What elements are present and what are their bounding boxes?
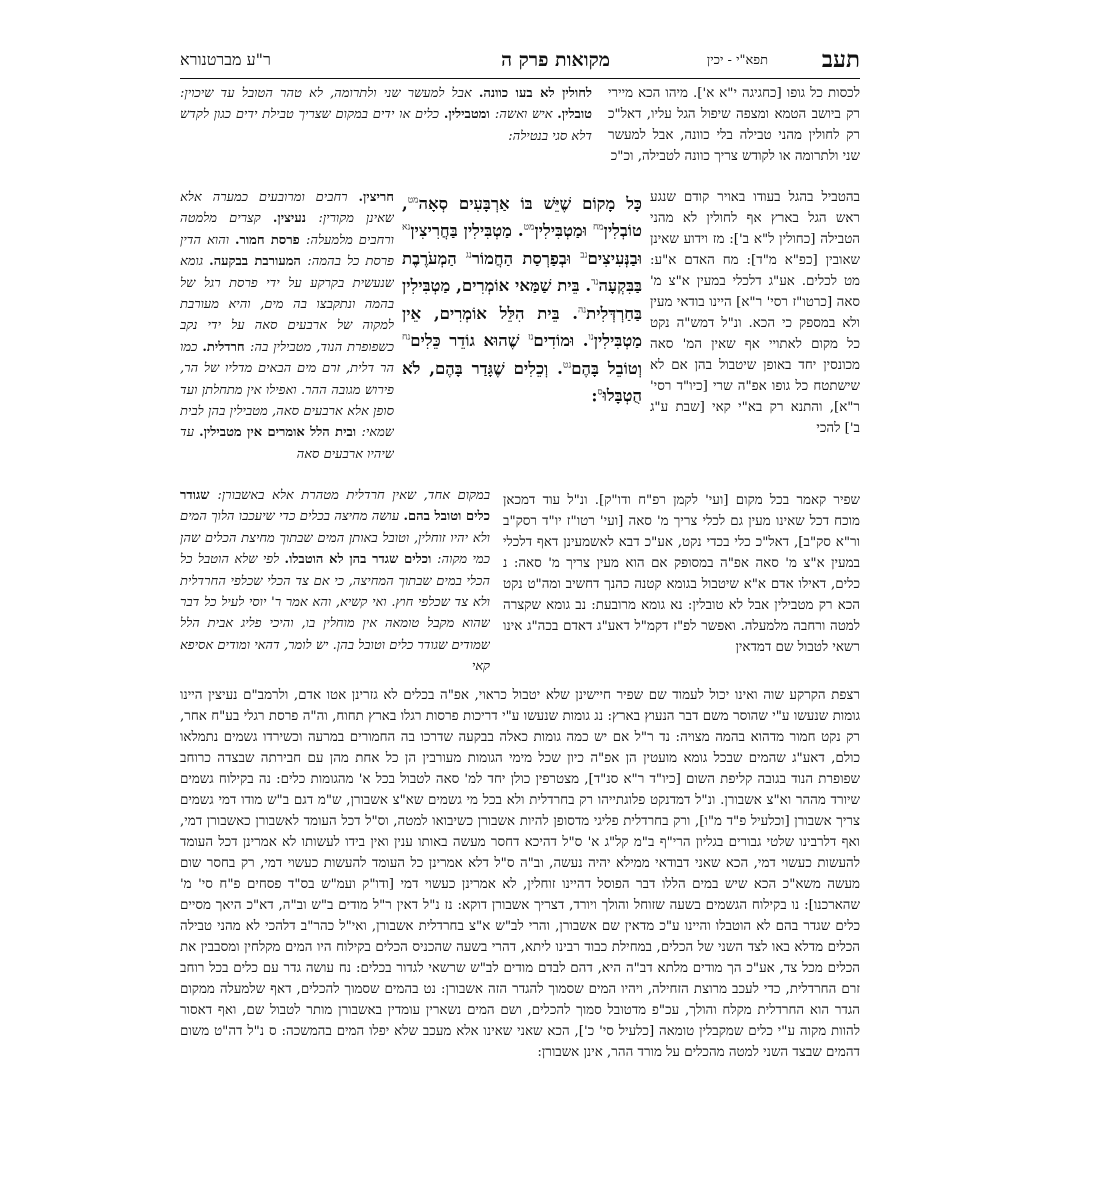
running-header [180, 46, 860, 76]
header-rule [180, 78, 860, 79]
tiferet-right-text: בהטביל בהגל בעודו באויר קודם שנגע ראש הגל בארץ אף לחולין לא מהני הטבילה [כחולין ל"א ב']: מז וידוע שאינן שאובין [כפ"א מ"ד]: מח האדם א"ע: מט לכלים. אע"ג דלכלי במעין א"צ מ' סאה [כרטו"ז רסי' ר"א] היינו בודאי מעין ולא במספק כי הכא. ונ"ל דמש"ה נקט כל מקום לאתויי אף שאין המ' סאה מכונסין יחד באופן שיטבול בהן אם לא שישתטח כל גופו אפ"ה שרי [כיו"ד רסי' ר"א], והתנא רק בא"י קאי [שבת ע"ג ב'] להכי [650, 190, 860, 436]
commentary-label-left: תפא"י - יכין [706, 53, 768, 68]
mishnah-seg: . וְכֵלִים שֶׁגָּדַר בָּהֶם, לֹא הֻטְבָּלוּ$^ס$ [402, 358, 642, 405]
mishnah-seg: : [591, 386, 598, 405]
bartenura-side-text: חריצין. רחבים ומרובעים כמערה אלא שאינן מקורין: נעיצין. קצרים מלמטה ורחבים מלמעלה: פרסת חמור. והוא הדין פרסת כל בהמה: המעורבת בבקעה. גומא שנעשית בקרקע על ידי פרסת רגל של בהמה ונתקבצו בה מים, והיא מעורבת למקוה של ארבעים סאה על ידי נקב כשפופרת הנוד, מטבילין בה: חרדלית. כמו הר דלית, זרם מים הבאים מדליו של הר, פירוש מגובה ההר. ואפילו אין מתחלתן ועד סופן אלא ארבעים סאה, מטבילין בהן לבית שמאי: ובית הלל אומרים אין מטבילין. עד שיהיו ארבעים סאה [180, 190, 394, 462]
mishnah-seg: , טוֹבְלִין$^{מח}$ [402, 193, 642, 240]
mishnah-seg: . בֵּית הִלֵּל אוֹמְרִים, אֵין מַטְבִּילִין$^{נו}$ [402, 303, 642, 350]
tiferet-block-top [608, 83, 860, 187]
page-number: תעב [821, 46, 860, 73]
mishnah-seg: . מַטְבִּילִין בַּחֲרִיצִין$^{נא}$ [402, 221, 524, 240]
mishnah-seg: . וּמוֹדִים$^{נז}$ [527, 331, 589, 350]
bartenura-block-side [180, 187, 394, 485]
tiferet-top-text: לכסות כל גופו [כחגיגה י"א א']. מיהו הכא מיירי רק ביושב הטמא ומצפה שיפול הגל עליו, דאל"כ רק לחולין מהני טבילה בלי כוונה, אבל למעשר שני ולתרומה או לקודש צריך כוונה לטבילה, וכ"כ [608, 86, 860, 164]
tiferet-full-text: רצפת הקרקע שוה ואינו יכול לעמוד שם שפיר חיישינן שלא יטבול כראוי, אפ"ה בכלים לא גזרינן אטו אדם, ולרמב"ם נעיצין היינו גומות שנעשו ע"י שהוסר משם דבר הנעוץ בארץ: נג גומות שנעשו ע"י דריכות פרסות רגלו בארץ תחוח, וה"ה פרסת רגלי בע"ח אחר, רק נקט חמור מדהוא בהמה מצויה: נד ר"ל אם יש כמה גומות כאלה בבקעה שדרכו בה החמורים במרעה וכשירדו גשמים נתמלאו כולם, דאע"ג שהמים שבכל גומא מועטין הן אפ"ה כיון שכל מימי הגומות מעורבין הן כל אחת מהן עם חבירתה שבצדה כרוחב שפופרת הנוד בגובה קליפת השום [כיו"ד ר"א סנ"ד], מצטרפין כולן יחד למ' סאה לטבול בכל א' מהגומות כלים: נה בקילוח גשמים שיורד מההר וא"צ אשבורן. ונ"ל דמדנקט פלוגתייהו רק בחרדלית ולא בכל מי גשמים שא"צ אשבורן, ש"מ דגם ב"ש מודו דמי גשמים צריך אשבורן [וכלעיל פ"ד מ"ו], ורק בחרדלית פליגי מדסופן להיות אשבורן כשיבואו למטה, וס"ל דכל העומד לאשבורן כאשבורן דמי, ואף דלרבינו שלטי גבורים בגליון הרי"ף ב"מ קל"ג א' ס"ל דהיכא דחסר מעשה באותו ענין ואין בידו לעשותו לא אמרינן דכל העומד להעשות כעשוי דמי, הכא שאני דבודאי ממילא יהיה נעשה, וב"ה ס"ל דלא אמרינן כל העומד להעשות כעשוי דמי, רק בחסר שום מעשה משא"כ הכא שיש במים הללו דבר הפוסל דהיינו זוחלין, לא אמרינן כעשוי דמי [ודו"ק ועמ"ש בס"ד פסחים פ"ח סי' מ' שהארכנו]: נו בקילוח הגשמים בשעה שזוחל והולך ויורד, דצריך אשבורן דוקא: נז נ"ל דאין ר"ל מודים ב"ש וב"ה, דא"כ היאך מסיים כלים שגדר בהם לא הוטבלו והיינו ע"כ מדאין שם אשבורן, והרי לב"ש א"צ בחרדלית אשבורן, ואי"ל כהר"ב דלהכי לא מהני טבילה הכלים מדלא באו לצד השני של הכלים, במחילת כבוד רבינו ליתא, דהרי בשעה שהכניס הכלים בקילוח היו המים מקלחין ומסבבין את הכלים מכל צד, אע"כ הך מודים מלתא דב"ה היא, דהם לבדם מודים לב"ש שרשאי לגדור בכלים: נח עושה גדר עם כלים בכל רוחב זרם החרדלית, כדי לעכב מרוצת הזחילה, ויהיו המים שסמוך להגדר הזה אשבורן: נט בהמים שסמוך להכלים, דאף שלמעלה ממקום הגדר הוא החרדלית מקלח והולך, עכ"פ מדטובל סמוך להכלים, ושם המים נשארין עומדין באשבורן מותר לטבול שם, ואף דאסור להוות מקוה ע"י כלים שמקבלין טומאה [כלעיל סי' כ'], הכא שאני שאינו אלא מעכב שלא יפלו המים בהמשכה: ס נ"ל דה"ט משום דהמים שבצד השני למטה מהכלים על מורד ההר, אינן אשבורן: [180, 688, 860, 1060]
tiferet-block-right [650, 187, 860, 490]
tiferet-block-full [180, 685, 860, 1160]
bartenura-top-text: לחולין לא בעו כוונה. אבל למעשר שני ולתרומה, לא טהר הטובל עד שיכוין: טובלין. איש ואשה: ומטבילין. כלים או ידים במקום שצריך טבילת ידים כגון לקדש דלא סגי בנטילה: [180, 86, 592, 144]
tiferet-lower-text: שפיר קאמר בכל מקום [ועי' לקמן רפ"ח ודו"ק]. ונ"ל עוד דמכאן מוכח דכל שאינו מעין גם לכלי צריך מ' סאה [ועי' רטו"ז יו"ד רסק"ב ור"א סק"ב], דאל"כ כלי בכדי נקט, אע"כ דבא לאשמעינן דאף דלכלי במעין א"צ מ' סאה אפ"ה במסופק אם הוא מעין צריך מ' סאה: נ כלים, דאילו אדם א"א שיטבול בגומא קטנה כהנך דחשיב ומה"ט נקט הכא רק מטבילין אבל לא טובלין: נא גומא מרובעת: נב גומא שקצרה למטה ורחבה מלמעלה. ואפשר לפ"ז דקמ"ל דאע"ג דאדם בכה"ג אינו רשאי לטבול שם דמדאין [503, 493, 860, 655]
bartenura-block-top [180, 83, 592, 187]
bartenura-bottom-text: במקום אחד, שאין חרדלית מטהרת אלא באשבורן: שגודר כלים וטובל בהם. עושה מחיצה בכלים כדי שיעכבו הלוך המים ולא יהיו זוחלין, וטובל באותן המים שבתוך מחיצת הכלים שהן כמי מקוה: וכלים שגדר בהן לא הוטבלו. לפי שלא הוטבל כל הכלי במים שבתוך המחיצה, כי אם צד הכלי שכלפי החרדלית ולא צד שכלפי חוץ. ואי קשיא, והא אמר ר' יוסי לעיל כל דבר שהוא מקבל טומאה אין מוחלין בו, והיכי פליג אבית הלל שמודים שגודר כלים וטובל בהן. יש לומר, דהאי ומודים אסיפא קאי [180, 488, 490, 675]
bartenura-block-bottom [180, 485, 490, 685]
mishnah-seg: וְטוֹבֵל בָּהֶם$^{נט}$ [562, 358, 642, 378]
mishnah-seg: הַמְעֹרֶבֶת בַּבִּקְעָה$^{נד}$ [402, 248, 642, 295]
mishnah-seg: . בֵּית שַׁמַּאי אוֹמְרִים, מַטְבִּילִין בַּחַרְדְּלִית$^{נה}$ [402, 276, 642, 323]
mishnah-seg: וּבַנְּעִיצִים$^{נב}$ [580, 248, 642, 268]
mishnah-seg: וּמַטְבִּילִין$^{מט}$ [523, 221, 593, 240]
mishnah-seg: כָּל מָקוֹם שֶׁיֵּשׁ בּוֹ אַרְבָּעִים סְאָה$^{מט}$ [407, 193, 642, 213]
mishnah-seg: שֶׁהוּא גוֹדֵר כֵּלִים$^{נח}$ [402, 331, 528, 350]
mishnah-seg: וּבְפַרְסַת הַחֲמוֹר$^{נג}$ [465, 248, 581, 268]
tiferet-block-lower [503, 490, 860, 685]
mishnah-text [402, 188, 642, 470]
commentary-label-right: ר"ע מברטנורא [180, 50, 271, 69]
chapter-title: מקואות פרק ה [501, 49, 610, 71]
